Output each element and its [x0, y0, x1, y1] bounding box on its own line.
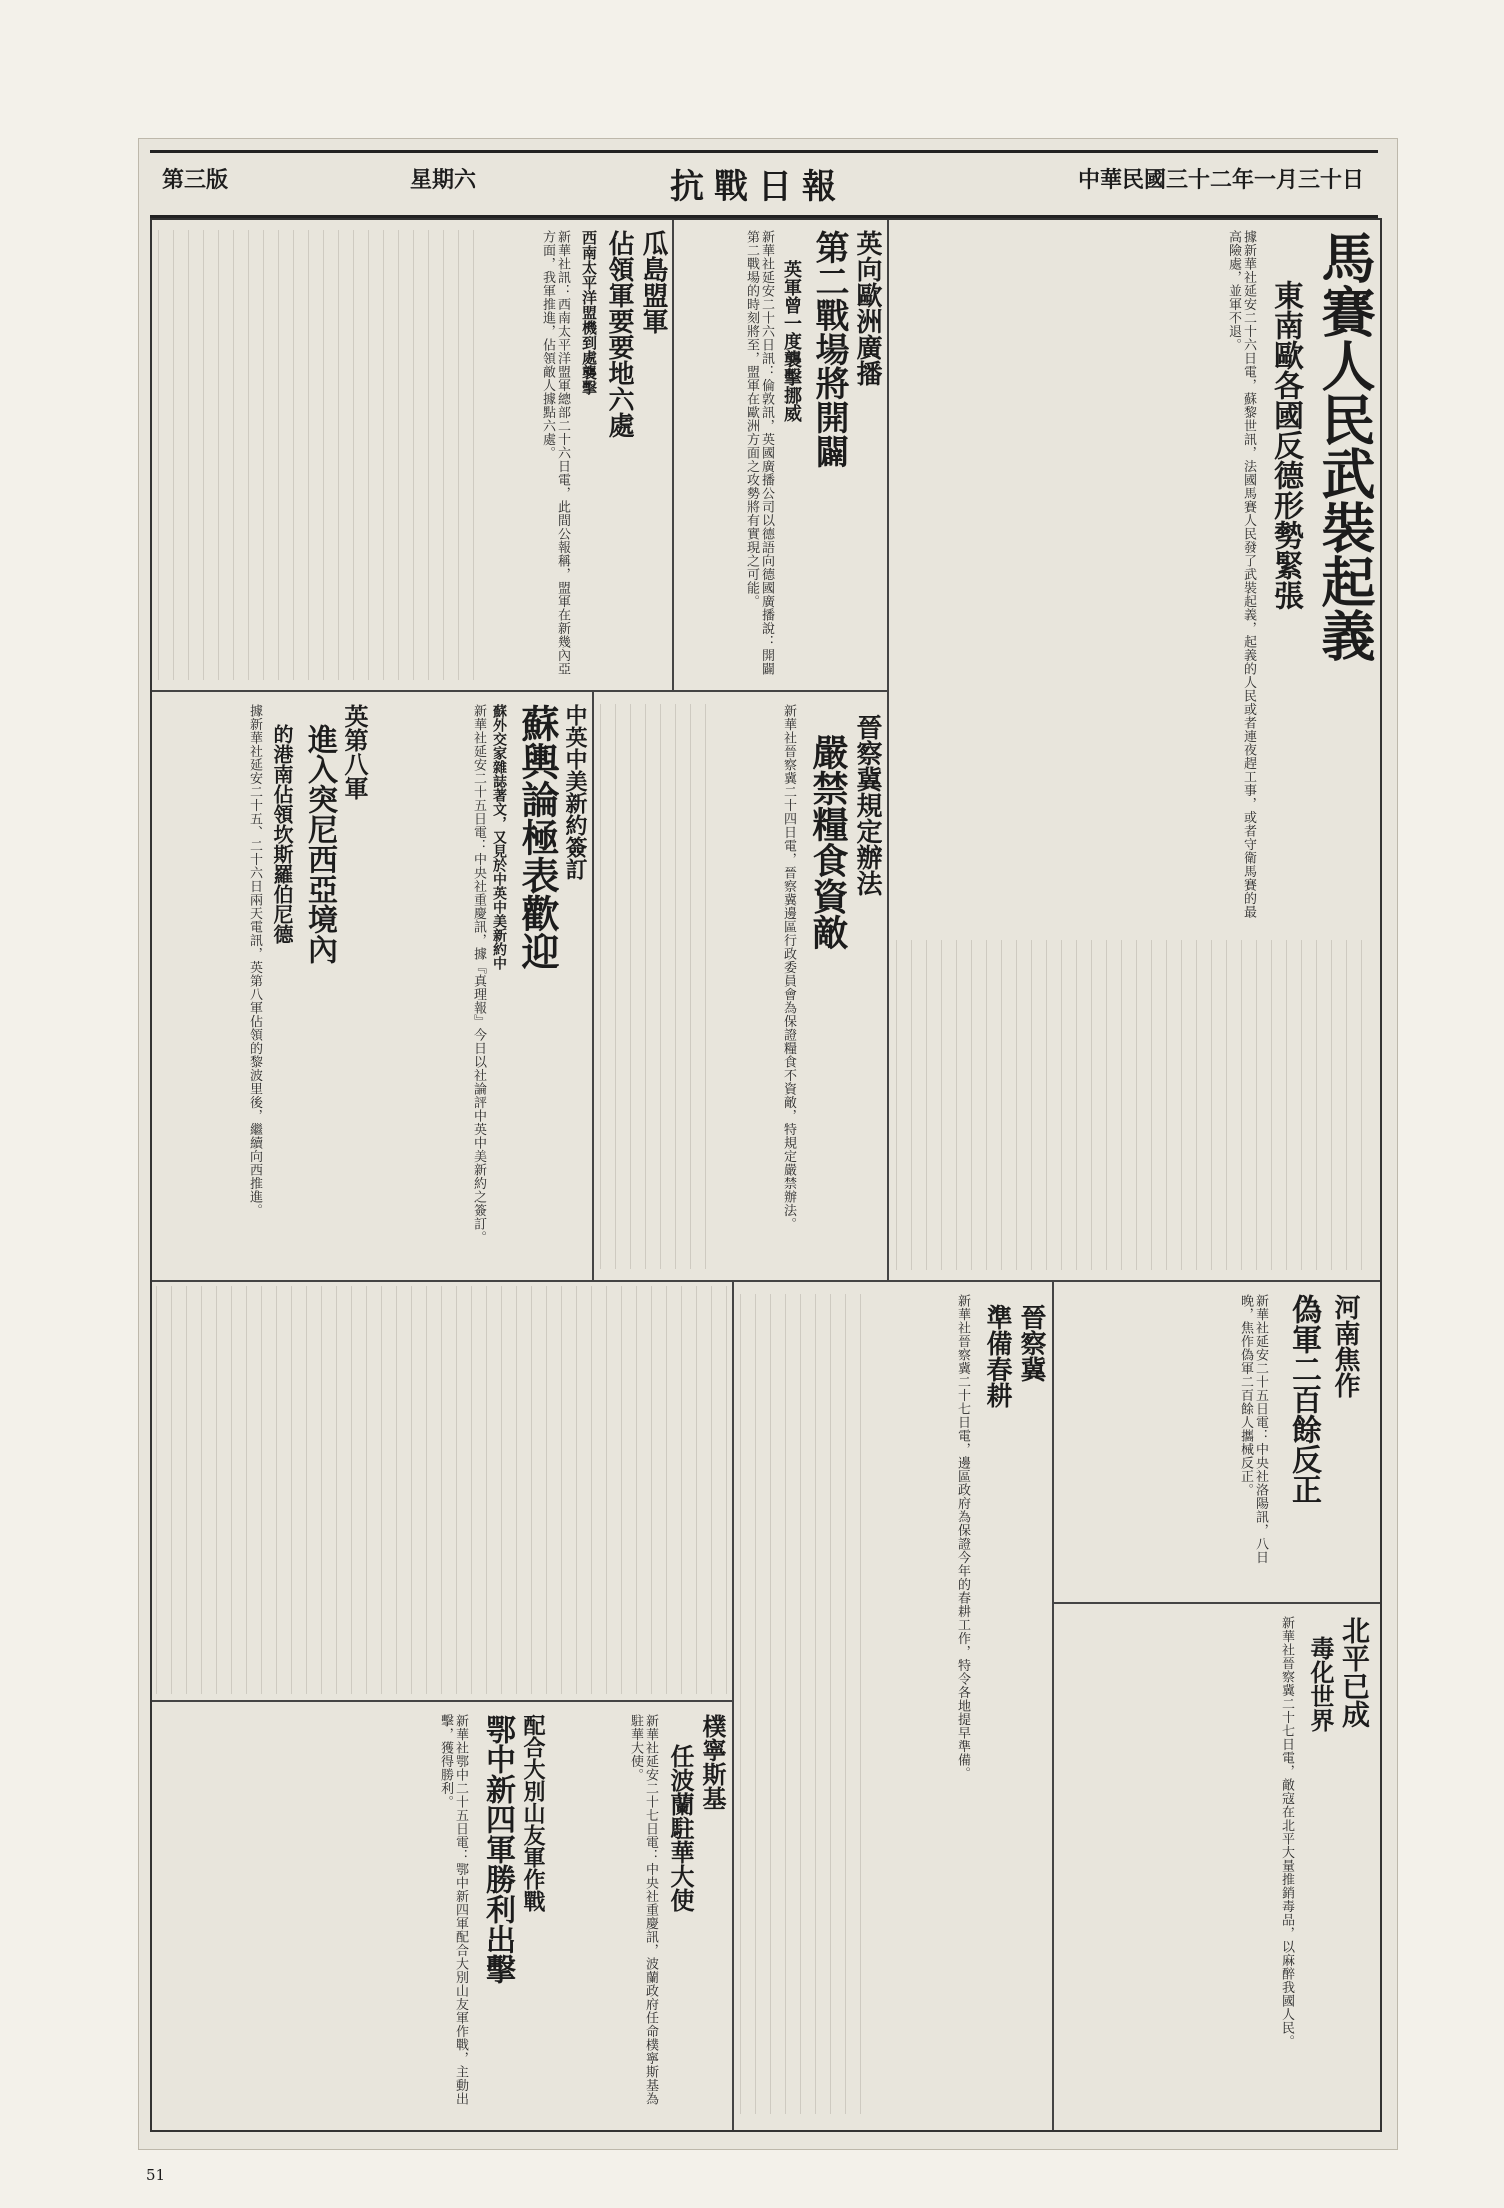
subheadline: 嚴禁糧食資敵 — [807, 734, 849, 950]
article-europe — [676, 220, 884, 688]
article-lead: 新華社延安二十七日電：中央社重慶訊，波蘭政府任命樸寧斯基為駐華大使。 — [628, 1714, 658, 2106]
article-lead: 據新華社延安二十五、二十六日兩天電訊，英第八軍佔領的黎波里後，繼續向西推進。 — [247, 704, 262, 1217]
article-treaty — [374, 694, 590, 1278]
headline: 河南焦作 — [1330, 1294, 1360, 1398]
article-beiping — [1056, 1606, 1378, 2126]
subheadline-2: 的港南佔領坎斯羅伯尼德 — [270, 724, 294, 944]
article-grid — [150, 218, 1382, 2132]
subheadline: 毒化世界 — [1306, 1636, 1335, 1732]
article-guadalcanal — [154, 220, 670, 688]
headline: 馬賽人民武裝起義 — [1313, 230, 1377, 662]
article-spring — [736, 1284, 1050, 2128]
subheadline: 偽軍二百餘反正 — [1286, 1294, 1321, 1504]
issue-date: 中華民國三十二年一月三十日 — [1077, 167, 1364, 193]
article-polish — [552, 1704, 730, 2126]
article-lead: 新華社延安二十五日電：中央社洛陽訊，八日晚，焦作偽軍二百餘人攜械反正。 — [1238, 1294, 1268, 1564]
subheadline: 東南歐各國反德形勢緊張 — [1268, 280, 1303, 610]
headline: 中英中美新約簽訂 — [562, 704, 588, 880]
article-shanxi — [596, 694, 886, 1278]
article-marseille — [892, 220, 1378, 1278]
weekday: 星期六 — [410, 167, 477, 193]
subheadline: 準備春耕 — [982, 1304, 1012, 1408]
headline: 晉察冀規定辦法 — [852, 714, 882, 896]
article-lead: 新華社晉察冀二十七日電，邊區政府為保證今年的春耕工作，特令各地提早準備。 — [955, 1294, 970, 1780]
article-lead: 新華社晉察冀二十七日電，敵寇在北平大量推銷毒品，以麻醉我國人民。 — [1279, 1616, 1294, 2048]
article-lead: 據新華社延安二十六日電，蘇黎世訊，法國馬賽人民發了武裝起義，起義的人民或者連夜趕工事，或者守衛馬賽的最高險處，並軍不退。 — [1226, 230, 1256, 919]
article-dabie — [154, 1704, 550, 2126]
masthead — [150, 150, 1378, 218]
subheadline: 任波蘭駐華大使 — [666, 1744, 695, 1912]
headline: 晉察冀 — [1016, 1304, 1046, 1382]
headline: 英向歐洲廣播 — [852, 230, 882, 386]
subheadline: 鄂中新四軍勝利出擊 — [480, 1714, 515, 1984]
page-number: 51 — [146, 2166, 166, 2184]
newspaper-title: 抗戰日報 — [670, 167, 846, 207]
article-lead: 新華社鄂中二十五日電：鄂中新四軍配合大別山友軍作戰，主動出擊，獲得勝利。 — [438, 1714, 468, 2106]
subheadline-2: 蘇外交家雜誌著文，又見於中英中美新約中 — [491, 704, 507, 970]
subheadline-2: 英軍曾一度襲擊挪威 — [781, 260, 802, 422]
article-henan — [1056, 1284, 1378, 1600]
article-lead: 新華社訊：西南太平洋盟軍總部二十六日電，此間公報稱，盟軍在新幾內亞方面，我軍推進，佔領敵人據點六處。 — [540, 230, 570, 676]
headline: 配合大別山友軍作戰 — [520, 1714, 546, 1912]
article-lead: 新華社晉察冀二十四日電，晉察冀邊區行政委員會為保證糧食不資敵，特規定嚴禁辦法。 — [781, 704, 796, 1231]
subheadline: 第二戰場將開闢 — [809, 230, 849, 468]
headline: 北平已成 — [1338, 1616, 1371, 1728]
subheadline: 佔領軍要要地六處 — [604, 230, 634, 438]
headline: 英第八軍 — [340, 704, 369, 800]
subheadline-2: 西南太平洋盟機到處襲擊 — [580, 230, 598, 395]
article-lead: 新華社延安二十五日電：中央社重慶訊，據『真理報』今日以社論評中英中美新約之簽訂。 — [471, 704, 486, 1244]
article-lead: 新華社延安二十六日訊：倫敦訊，英國廣播公司以德語向德國廣播說：開闢第二戰場的時刻將至，盟軍在歐洲方面之攻勢將有實現之可能。 — [744, 230, 774, 676]
edition-number: 第三版 — [162, 167, 229, 193]
subheadline: 蘇輿論極表歡迎 — [515, 704, 560, 970]
article-eighth-army — [154, 694, 372, 1278]
headline: 瓜島盟軍 — [638, 230, 668, 334]
subheadline: 進入突尼西亞境內 — [302, 724, 337, 964]
headline: 樸寧斯基 — [698, 1714, 727, 1810]
